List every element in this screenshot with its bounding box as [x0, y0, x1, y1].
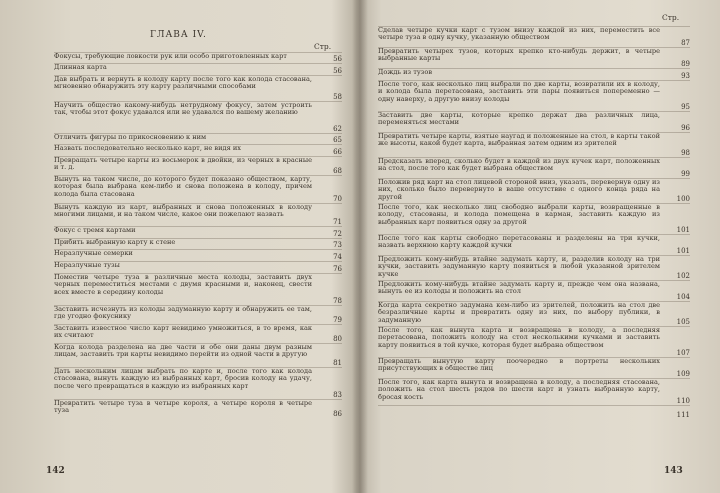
toc-entry-title: После того как карты свободно перетасованы и разделены на три кучки, назвать верхнюю карту каждой кучки — [378, 234, 660, 250]
toc-entry — [378, 326, 690, 357]
toc-entry-page-number: 105 — [676, 317, 690, 326]
toc-entry — [54, 273, 342, 305]
toc-entry-title: Вынуть каждую из карт, выбранных и снова положенных в колоду многими лицами, и на таком числе, какое они пожелают назвать — [54, 203, 312, 219]
page-number-left: 142 — [46, 466, 65, 476]
toc-entry-title: После того, как несколько лиц выбрали по две карты, возвратили их в колоду, и колода была перетасована, заставить эти пары появиться попеременно — одну наверху, а другую внизу колоды — [378, 80, 660, 103]
toc-entry-title: Фокусы, требующие ловкости рук или особо приготовленных карт — [54, 52, 287, 60]
toc-entry-page-number: 79 — [333, 315, 342, 324]
toc-entry-title: Вынуть на таком числе, до которого будет показано обществом, карту, которая была выбрана кем-либо и снова положена в колоду, причем колода была стасована — [54, 175, 312, 198]
toc-entry-title: Заставить две карты, которые крепко держат два различных лица, переменяться местами — [378, 111, 660, 127]
toc-entry — [54, 63, 342, 75]
toc-entry — [54, 343, 342, 367]
toc-entry — [378, 203, 690, 234]
toc-entry-page-number: 104 — [676, 292, 690, 301]
toc-entry — [54, 305, 342, 324]
toc-entry-page-number: 83 — [333, 390, 342, 399]
toc-entry-page-number: 95 — [681, 102, 690, 111]
toc-entry-title: Предсказать вперед, сколько будет в каждой из двух кучек карт, положенных на стол, после того как будет выбрана обществом — [378, 157, 660, 173]
toc-entry — [54, 261, 342, 273]
toc-entry-title: После того, как несколько лиц свободно выбрали карты, возвращенные в колоду, стасованы, и колода помещена в карман, заставить каждую из выбранных карт появиться одну за другой — [378, 203, 660, 226]
toc-entry — [378, 26, 690, 47]
toc-entry-title: Прибить выбранную карту к стене — [54, 238, 176, 246]
toc-entry-page-number: 107 — [676, 348, 690, 357]
toc-entry-page-number: 81 — [333, 358, 342, 367]
toc-entry-title: Заставить известное число карт невидимо умножиться, в то время, как их считают — [54, 324, 312, 340]
toc-entry — [54, 133, 342, 144]
toc-entry — [378, 357, 690, 378]
toc-entry-page-number: 76 — [333, 264, 342, 273]
toc-entry-title: Научить общество какому-нибудь нетрудному фокусу, затем устроить так, чтобы этот фокус удавался или не удавался по вашему желанию — [54, 101, 312, 117]
toc-entry — [54, 238, 342, 249]
toc-entry-page-number: 109 — [676, 369, 690, 378]
toc-entry-title: Дождь из тузов — [378, 68, 433, 76]
toc-entry — [54, 101, 342, 133]
toc-entry-page-number: 86 — [333, 409, 342, 418]
toc-entry — [54, 367, 342, 399]
toc-entry-page-number: 72 — [333, 229, 342, 238]
toc-entry — [378, 132, 690, 157]
toc-entry — [378, 68, 690, 80]
toc-entry-title: После того, как карта вынута и возвращена в колоду, а последняя стасована, положить на стол шесть рядов по шести карт и узнать выбранную карту, бросая кость — [378, 378, 660, 401]
left-page — [0, 0, 356, 493]
toc-entry-title: После того, как вынута карта и возвращена в колоду, а последняя перетасована, положить колоду на стол несколькими кучками и заставить карту появиться в той кучке, которая будет выбрана обществом — [378, 326, 660, 349]
toc-entry — [378, 234, 690, 255]
toc-entry-title: Назвать последовательно несколько карт, не видя их — [54, 144, 241, 152]
toc-entry-page-number: 93 — [681, 71, 690, 80]
toc-entry — [54, 144, 342, 156]
toc-entry-title: Дать нескольким лицам выбрать по карте и, после того как колода стасована, вынуть каждую из выбранных карт, бросив колоду на удачу, после чего превращаться в каждую из выбранных карт — [54, 367, 312, 390]
toc-entry-page-number: 111 — [676, 410, 690, 419]
toc-entry-title: Поместив четыре туза в различные места колоды, заставить двух черных переместиться местами с двумя красными и, наконец, свести всех вместе в середину колоды — [54, 273, 312, 296]
toc-entry-page-number: 66 — [333, 147, 342, 156]
toc-entry-page-number: 62 — [333, 124, 342, 133]
right-page — [364, 0, 720, 493]
toc-entry-page-number: 98 — [681, 148, 690, 157]
toc-entry-page-number: 96 — [681, 123, 690, 132]
toc-entry-title: Превращать вынутую карту поочередно в портреты нескольких присутствующих в обществе лиц — [378, 357, 660, 373]
toc-entry-title: Дав выбрать и вернуть в колоду карту после того как колода стасована, мгновенно обнаружить эту карту различными способами — [54, 75, 312, 91]
toc-entry — [378, 255, 690, 280]
toc-entry-title: Длинная карта — [54, 63, 107, 71]
toc-entry-page-number: 102 — [676, 271, 690, 280]
toc-entry-page-number: 58 — [333, 92, 342, 101]
toc-entries-right — [378, 26, 690, 419]
toc-entries-left — [54, 52, 342, 418]
toc-entry-title: Превращать четыре карты из восьмерок в двойки, из черных в красные и т. д. — [54, 156, 312, 172]
toc-entry — [378, 80, 690, 111]
page-number-right: 143 — [664, 466, 683, 476]
toc-entry-page-number: 87 — [681, 38, 690, 47]
toc-entry — [378, 178, 690, 203]
toc-entry — [54, 203, 342, 226]
toc-entry — [378, 157, 690, 178]
toc-entry — [378, 47, 690, 68]
toc-entry-title: Превратить четыре туза в четыре короля, а четыре короля в четыре туза — [54, 399, 312, 415]
toc-entry-page-number: 70 — [333, 194, 342, 203]
page-column-header: Стр. — [314, 42, 332, 51]
toc-entry-title: Положив ряд карт на стол лицевой стороной вниз, указать, перевернув одну из них, сколько было перевернуто в ваше отсутствие с одного конца ряда на другой — [378, 178, 660, 201]
toc-entry — [54, 324, 342, 343]
toc-entry-page-number: 73 — [333, 240, 342, 249]
toc-entry — [54, 249, 342, 261]
toc-entry — [378, 280, 690, 301]
toc-entry-page-number: 101 — [676, 246, 690, 255]
toc-entry-title: Когда карта секретно задумана кем-либо из зрителей, положить на стол две безразличные карты и превратить одну из них, по выбору публики, в задуманную — [378, 301, 660, 324]
toc-entry — [378, 405, 690, 419]
toc-entry-page-number: 74 — [333, 252, 342, 261]
toc-entry-title: Неразлучные тузы — [54, 261, 120, 269]
toc-entry-page-number: 99 — [681, 169, 690, 178]
toc-entry-page-number: 56 — [333, 54, 342, 63]
toc-entry — [378, 301, 690, 326]
toc-entry — [54, 226, 342, 238]
toc-entry-title: Предложить кому-нибудь втайне задумать карту, и, разделив колоду на три кучки, заставить задуманную карту появиться в любой указанной зрителем кучке — [378, 255, 660, 278]
toc-entry-title: Заставить исчезнуть из колоды задуманную карту и обнаружить ее там, где угодно фокуснику — [54, 305, 312, 321]
toc-entry-title: Сделав четыре кучки карт с тузом внизу каждой из них, переместить все четыре туза в одну кучку, указанную обществом — [378, 26, 660, 42]
toc-entry-page-number: 101 — [676, 225, 690, 234]
page-column-header: Стр. — [662, 13, 680, 22]
toc-entry — [54, 399, 342, 418]
toc-entry-page-number: 71 — [333, 217, 342, 226]
toc-entry — [54, 175, 342, 203]
toc-entry-title: Фокус с тремя картами — [54, 226, 136, 234]
toc-entry-page-number: 80 — [333, 334, 342, 343]
toc-entry-title: Превратить четыре карты, взятые наугад и положенные на стол, в карты такой же высоты, какой будет карта, выбранная затем одним из зрителей — [378, 132, 660, 148]
chapter-heading: ГЛАВА IV. — [150, 30, 207, 40]
toc-entry-page-number: 68 — [333, 166, 342, 175]
toc-entry-page-number: 89 — [681, 59, 690, 68]
toc-entry-page-number: 110 — [676, 396, 690, 405]
toc-entry — [378, 378, 690, 405]
toc-entry — [54, 156, 342, 175]
toc-entry-page-number: 100 — [676, 194, 690, 203]
toc-entry-page-number: 78 — [333, 296, 342, 305]
toc-entry — [54, 75, 342, 101]
toc-entry-page-number: 56 — [333, 66, 342, 75]
toc-entry-page-number: 65 — [333, 135, 342, 144]
toc-entry-title: Превратить четырех тузов, которых крепко кто-нибудь держит, в четыре выбранные карты — [378, 47, 660, 63]
toc-entry-title: Когда колода разделена на две части и обе они даны двум разным лицам, заставить три карты невидимо перейти из одной части в другую — [54, 343, 312, 359]
toc-entry-title: Неразлучные семерки — [54, 249, 133, 257]
toc-entry-title: Отличить фигуры по прикосновению к ним — [54, 133, 207, 141]
toc-entry — [54, 52, 342, 63]
toc-entry — [378, 111, 690, 132]
toc-entry-title: Предложить кому-нибудь втайне задумать карту и, прежде чем она названа, вынуть ее из колоды и положить на стол — [378, 280, 660, 296]
